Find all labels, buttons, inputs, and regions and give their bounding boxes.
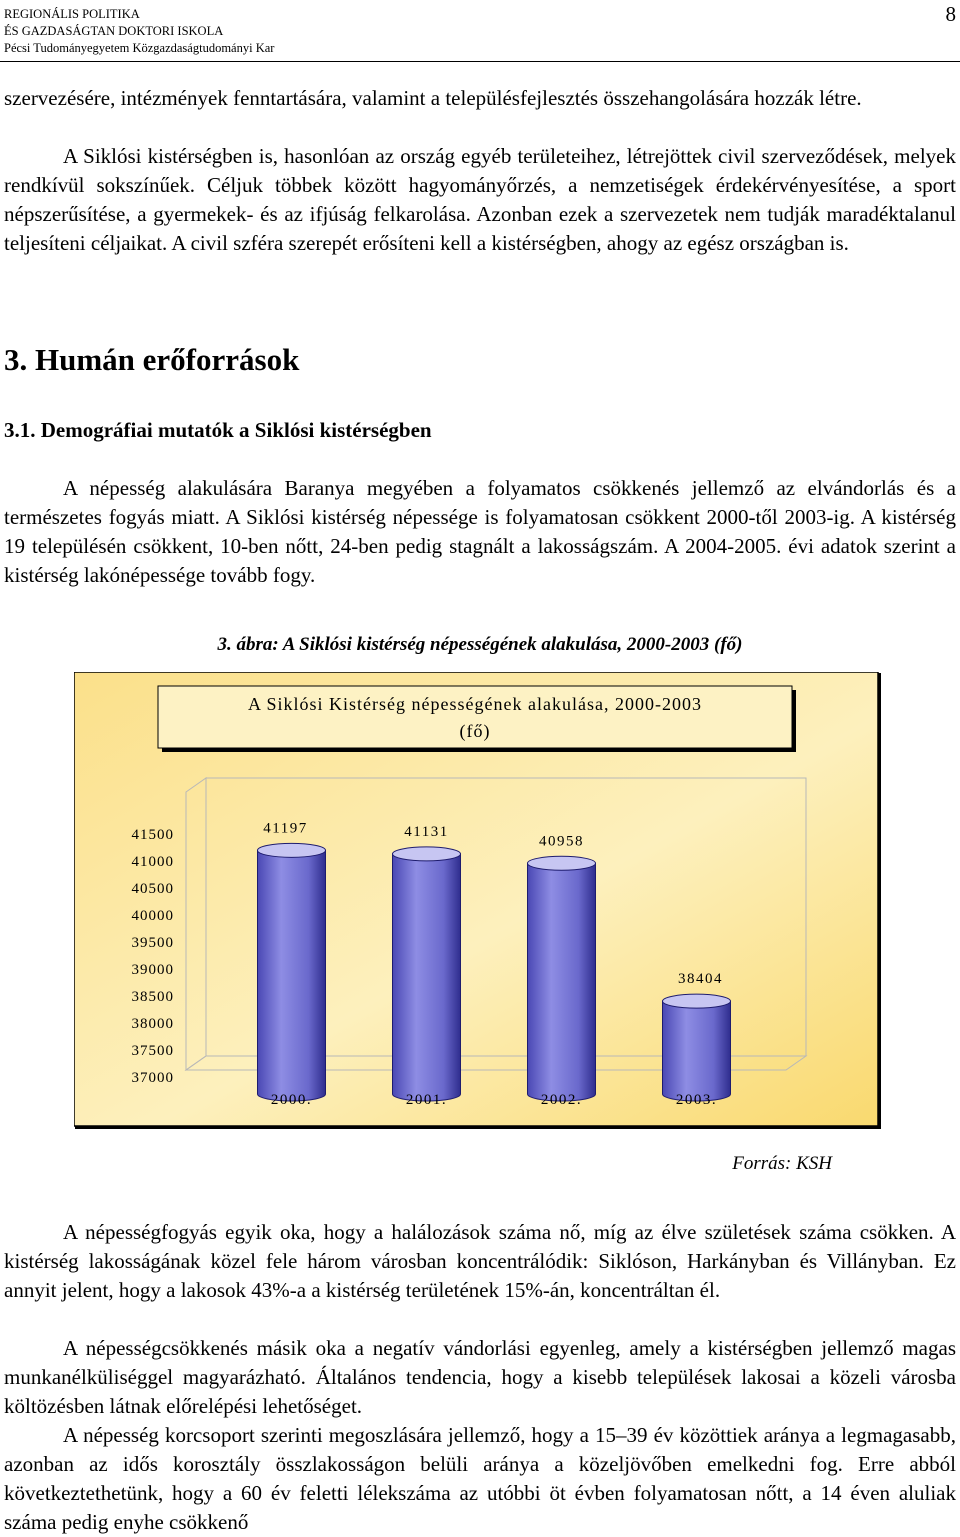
bar-top bbox=[393, 847, 461, 861]
y-tick-label: 40000 bbox=[131, 908, 174, 924]
y-tick-label: 40500 bbox=[131, 881, 174, 897]
header-line-2: ÉS GAZDASÁGTAN DOKTORI ISKOLA bbox=[4, 24, 224, 38]
population-bar-chart bbox=[74, 672, 886, 1134]
y-tick-label: 37000 bbox=[131, 1070, 174, 1086]
source-note: Forrás: KSH bbox=[732, 1153, 832, 1174]
data-label: 38404 bbox=[678, 971, 723, 988]
y-tick-label: 39000 bbox=[131, 962, 174, 978]
paragraph-age-structure: A népesség korcsoport szerinti megoszlására jellemző, hogy a 15–39 év közöttiek aránya a legmagasabb, azonban az idős korosztály összlakosságon belüli aránya a közeljövőben emelkedni fog. Erre abból következtethetünk, hogy a 60 év feletti lélekszáma az utóbbi öt évben folyamatosan nőtt, a 14 éven aluliak száma pedig enyhe csökkenő bbox=[4, 1423, 956, 1534]
subsection-heading: 3.1. Demográfiai mutatók a Siklósi kistérségben bbox=[4, 418, 432, 442]
header-rule bbox=[0, 61, 960, 62]
bar bbox=[258, 850, 326, 1101]
y-tick-label: 38000 bbox=[131, 1016, 174, 1032]
bar-top bbox=[528, 856, 596, 870]
data-label: 41131 bbox=[404, 823, 449, 840]
data-label: 40958 bbox=[539, 833, 584, 850]
y-tick-label: 41500 bbox=[131, 827, 174, 843]
chart-title-line-1: A Siklósi Kistérség népességének alakulása, 2000-2003 bbox=[248, 694, 702, 714]
chart-title-line-2: (fő) bbox=[459, 721, 491, 741]
bar bbox=[393, 854, 461, 1101]
page-number: 8 bbox=[945, 2, 956, 26]
x-tick-label: 2000. bbox=[270, 1092, 313, 1108]
y-tick-label: 41000 bbox=[131, 854, 174, 870]
paragraph-civil-organisations: A Siklósi kistérségben is, hasonlóan az ország egyéb területeihez, létrejöttek civil szerveződések, melyek rendkívül sokszínűek. Céljuk többek között hagyományőrzés, a nemzetiségek érdekérvényesítése, a sport népszerűsítése, a gyermekek- és az ifjúság felkarolása. Azonban ezek a szervezetek nem tudják maradéktalanul teljesíteni céljaikat. A civil szféra szerepét erősíteni kell a kistérségben, ahogy az egész országban is. bbox=[4, 144, 956, 255]
running-header bbox=[4, 6, 274, 57]
x-tick-label: 2001. bbox=[405, 1092, 448, 1108]
x-tick-label: 2002. bbox=[540, 1092, 583, 1108]
data-label: 41197 bbox=[263, 820, 308, 837]
section-heading: 3. Humán erőforrások bbox=[4, 342, 300, 377]
bar-top bbox=[663, 994, 731, 1008]
bar bbox=[663, 1001, 731, 1101]
paragraph-intro-continued: szervezésére, intézmények fenntartására, valamint a településfejlesztés összehangolására hozzák létre. bbox=[4, 86, 862, 110]
x-tick-label: 2003. bbox=[675, 1092, 718, 1108]
y-tick-label: 38500 bbox=[131, 989, 174, 1005]
y-tick-label: 39500 bbox=[131, 935, 174, 951]
paragraph-migration: A népességcsökkenés másik oka a negatív vándorlási egyenleg, amely a kistérségben jellemző magas munkanélküliséggel magyarázható. Általános tendencia, hogy a kisebb települések lakosai a közeli városba költözésben látnak előrelépési lehetőséget. bbox=[4, 1336, 956, 1418]
paragraph-demography: A népesség alakulására Baranya megyében a folyamatos csökkenés jellemző az elvándorlás és a természetes fogyás miatt. A Siklósi kistérség népessége is folyamatosan csökkent 2000-től 2003-ig. A kistérség 19 településén csökkent, 10-ben nőtt, 24-ben pedig stagnált a lakosságszám. A 2004-2005. évi adatok szerint a kistérség lakónépessége tovább fogy. bbox=[4, 476, 956, 587]
figure-caption: 3. ábra: A Siklósi kistérség népességének alakulása, 2000-2003 (fő) bbox=[217, 634, 743, 655]
y-tick-label: 37500 bbox=[131, 1043, 174, 1059]
header-line-3: Pécsi Tudományegyetem Közgazdaságtudományi Kar bbox=[4, 41, 275, 55]
bar-top bbox=[258, 843, 326, 857]
bar bbox=[528, 863, 596, 1101]
header-line-1: REGIONÁLIS POLITIKA bbox=[4, 7, 140, 21]
paragraph-population-decline: A népességfogyás egyik oka, hogy a halálozások száma nő, míg az élve születések száma csökken. A kistérség lakosságának közel fele három városban koncentrálódik: Siklóson, Harkányban és Villányban. Ez annyit jelent, hogy a lakosok 43%-a a kistérség területének 15%-án, koncentráltan él. bbox=[4, 1220, 956, 1302]
